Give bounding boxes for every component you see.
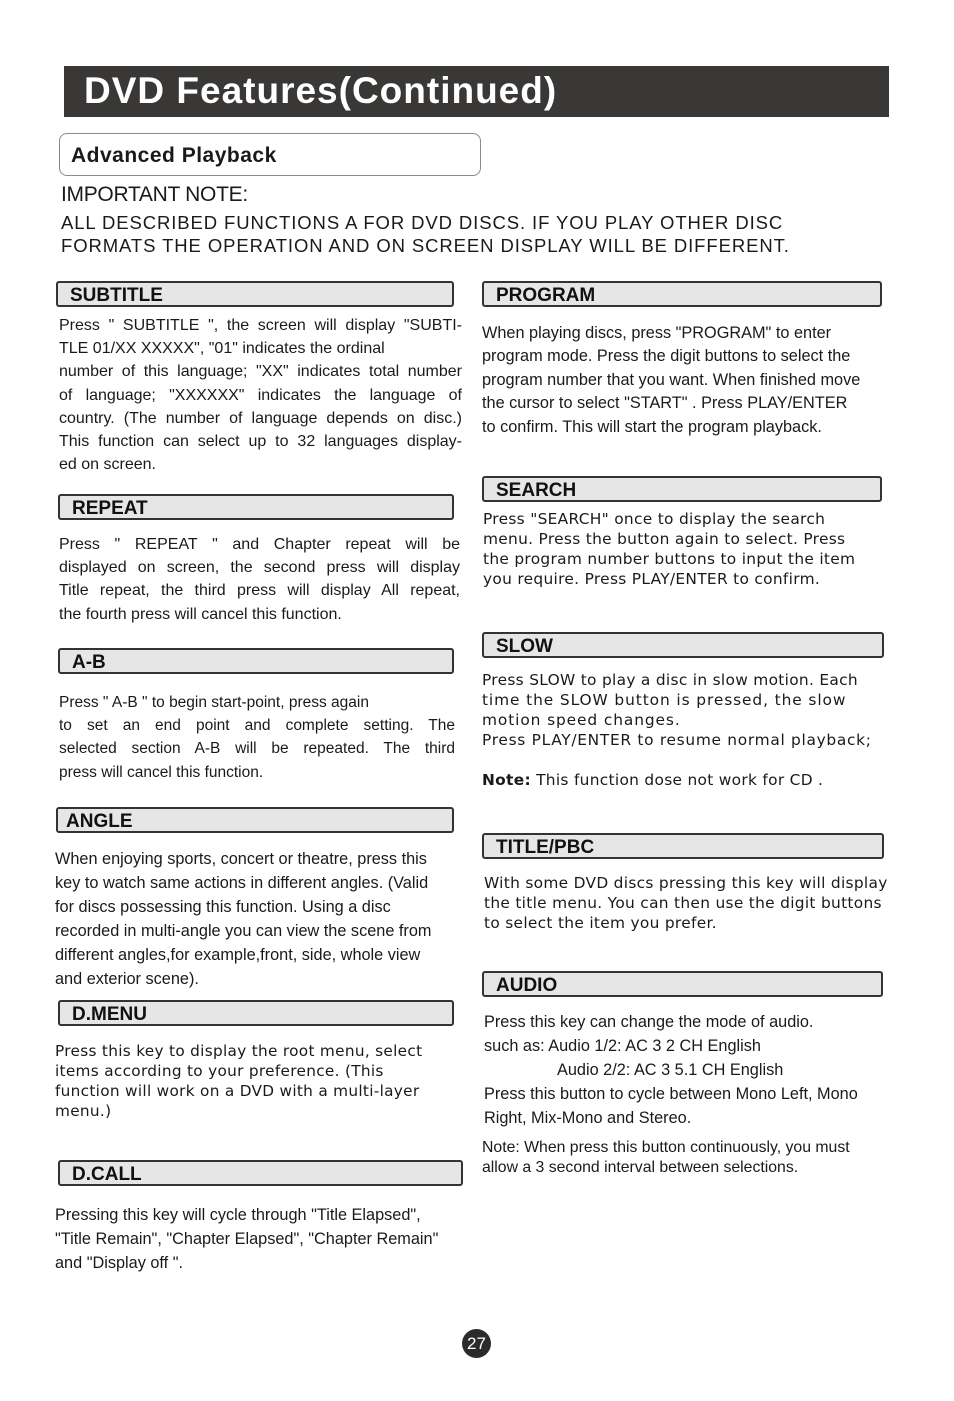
- text-line: displayed on screen, the second press will display: [59, 559, 460, 577]
- slow-header-label: SLOW: [496, 636, 553, 657]
- text-line: different angles,for example,front, side, whole view: [55, 946, 421, 964]
- text-line: Right, Mix-Mono and Stereo.: [484, 1109, 692, 1127]
- text-line: to confirm. This will start the program playback.: [482, 417, 822, 436]
- repeat-header-label: REPEAT: [72, 498, 148, 519]
- dcall-text: [55, 1203, 438, 1275]
- ab-header-label: A-B: [72, 652, 106, 673]
- slow-header: [482, 632, 884, 658]
- text-line: Note: When press this button continuously, you must: [482, 1139, 850, 1156]
- search-header-label: SEARCH: [496, 480, 577, 501]
- audio-header: [482, 971, 883, 997]
- text-line: number of this language; "XX" indicates total number: [59, 363, 462, 381]
- text-line: the title menu. You can then use the digit buttons: [484, 894, 882, 912]
- titlepbc-header: [482, 833, 884, 859]
- text-line: press will cancel this function.: [59, 763, 264, 781]
- search-text: [483, 509, 855, 589]
- repeat-text: [59, 533, 460, 626]
- text-line: This function can select up to 32 languages display-: [59, 433, 462, 451]
- text-line: allow a 3 second interval between selections.: [482, 1159, 799, 1176]
- dmenu-text: [55, 1041, 422, 1121]
- text-line: Press "SEARCH" once to display the search: [483, 510, 826, 528]
- text-line: Audio 2/2: AC 3 5.1 CH English: [557, 1061, 784, 1079]
- text-line: the fourth press will cancel this function.: [59, 605, 342, 623]
- important-note-line: ALL DESCRIBED FUNCTIONS A FOR DVD DISCS. IF YOU PLAY OTHER DISC: [61, 212, 784, 233]
- text-line: menu.): [55, 1102, 112, 1120]
- important-note-title: IMPORTANT NOTE:: [61, 183, 248, 206]
- text-line: to set an end point and complete setting. The: [59, 717, 455, 735]
- text-line: recorded in multi-angle you can view the scene from: [55, 922, 432, 940]
- program-header: [482, 281, 882, 307]
- dcall-header-label: D.CALL: [72, 1164, 142, 1185]
- text-line: the program number buttons to input the item: [483, 550, 856, 568]
- text-line: Press this button to cycle between Mono Left, Mono: [484, 1085, 858, 1103]
- section-heading: Advanced Playback: [71, 144, 277, 167]
- page-number: 27: [462, 1329, 491, 1358]
- text-line: and "Display off ".: [55, 1254, 184, 1272]
- text-line: country. (The number of language depends on disc.): [59, 409, 462, 427]
- audio-note: [482, 1138, 850, 1178]
- important-note-line: FORMATS THE OPERATION AND ON SCREEN DISPLAY WILL BE DIFFERENT.: [61, 235, 790, 256]
- text-line: program mode. Press the digit buttons to select the: [482, 347, 851, 366]
- text-line: Press SLOW to play a disc in slow motion. Each: [482, 671, 858, 689]
- text-line: the cursor to select "START" . Press PLAY/ENTER: [482, 394, 848, 413]
- text-line: ed on screen.: [59, 456, 156, 474]
- titlepbc-header-label: TITLE/PBC: [496, 837, 595, 858]
- dmenu-header: [58, 1000, 454, 1026]
- program-text: [482, 322, 860, 439]
- text-line: Pressing this key will cycle through "Title Elapsed",: [55, 1206, 421, 1224]
- text-line: Press " REPEAT " and Chapter repeat will be: [59, 536, 460, 553]
- text-line: Press this key to display the root menu, select: [55, 1042, 423, 1060]
- dcall-header: [58, 1160, 463, 1186]
- angle-text: [55, 847, 431, 991]
- ab-text: [59, 691, 455, 784]
- subtitle-header-label: SUBTITLE: [70, 285, 163, 306]
- slow-note-text: This function dose not work for CD .: [530, 771, 824, 789]
- audio-text: [484, 1010, 858, 1130]
- ab-header: [58, 648, 454, 674]
- audio-header-label: AUDIO: [496, 975, 558, 996]
- page-title: DVD Features(Continued): [84, 70, 558, 111]
- text-line: such as: Audio 1/2: AC 3 2 CH English: [484, 1037, 761, 1055]
- angle-header: [56, 807, 454, 833]
- search-header: [482, 476, 882, 502]
- text-line: Press " A-B " to begin start-point, press again: [59, 694, 369, 711]
- text-line: and exterior scene).: [55, 970, 199, 988]
- titlepbc-text: [484, 873, 888, 933]
- text-line: to select the item you prefer.: [484, 914, 717, 932]
- text-line: items according to your preference. (This: [55, 1062, 384, 1080]
- text-line: When enjoying sports, concert or theatre, press this: [55, 850, 427, 868]
- text-line: TLE 01/XX XXXXX", "01" indicates the ordinal: [59, 340, 385, 358]
- text-line: menu. Press the button again to select. Press: [483, 530, 846, 548]
- angle-header-label: ANGLE: [66, 811, 133, 832]
- text-line: for discs possessing this function. Using a disc: [55, 898, 391, 916]
- slow-text: [482, 670, 872, 750]
- text-line: function will work on a DVD with a multi-layer: [55, 1082, 420, 1100]
- text-line: motion speed changes.: [482, 711, 681, 729]
- text-line: time the SLOW button is pressed, the slow: [482, 691, 847, 709]
- subtitle-text: [59, 314, 462, 476]
- program-header-label: PROGRAM: [496, 285, 596, 306]
- slow-note: [482, 770, 823, 790]
- section-heading-box: [59, 133, 481, 176]
- text-line: selected section A-B will be repeated. The third: [59, 740, 455, 758]
- text-line: Title repeat, the third press will display All repeat,: [59, 582, 460, 600]
- title-bar: [64, 66, 889, 117]
- text-line: you require. Press PLAY/ENTER to confirm.: [483, 570, 821, 588]
- subtitle-header: [56, 281, 454, 307]
- text-line: key to watch same actions in different angles. (Valid: [55, 874, 429, 892]
- slow-note-label: Note:: [482, 771, 531, 789]
- text-line: "Title Remain", "Chapter Elapsed", "Chapter Remain": [55, 1230, 439, 1248]
- text-line: With some DVD discs pressing this key will display: [484, 874, 888, 892]
- text-line: Press " SUBTITLE ", the screen will display "SUBTI-: [59, 317, 462, 334]
- text-line: Press PLAY/ENTER to resume normal playback;: [482, 731, 872, 749]
- text-line: Press this key can change the mode of audio.: [484, 1013, 814, 1031]
- repeat-header: [58, 494, 454, 520]
- text-line: When playing discs, press "PROGRAM" to enter: [482, 324, 832, 342]
- text-line: of language; "XXXXXX" indicates the language of: [59, 386, 462, 404]
- text-line: program number that you want. When finished move: [482, 370, 861, 389]
- dmenu-header-label: D.MENU: [72, 1004, 147, 1025]
